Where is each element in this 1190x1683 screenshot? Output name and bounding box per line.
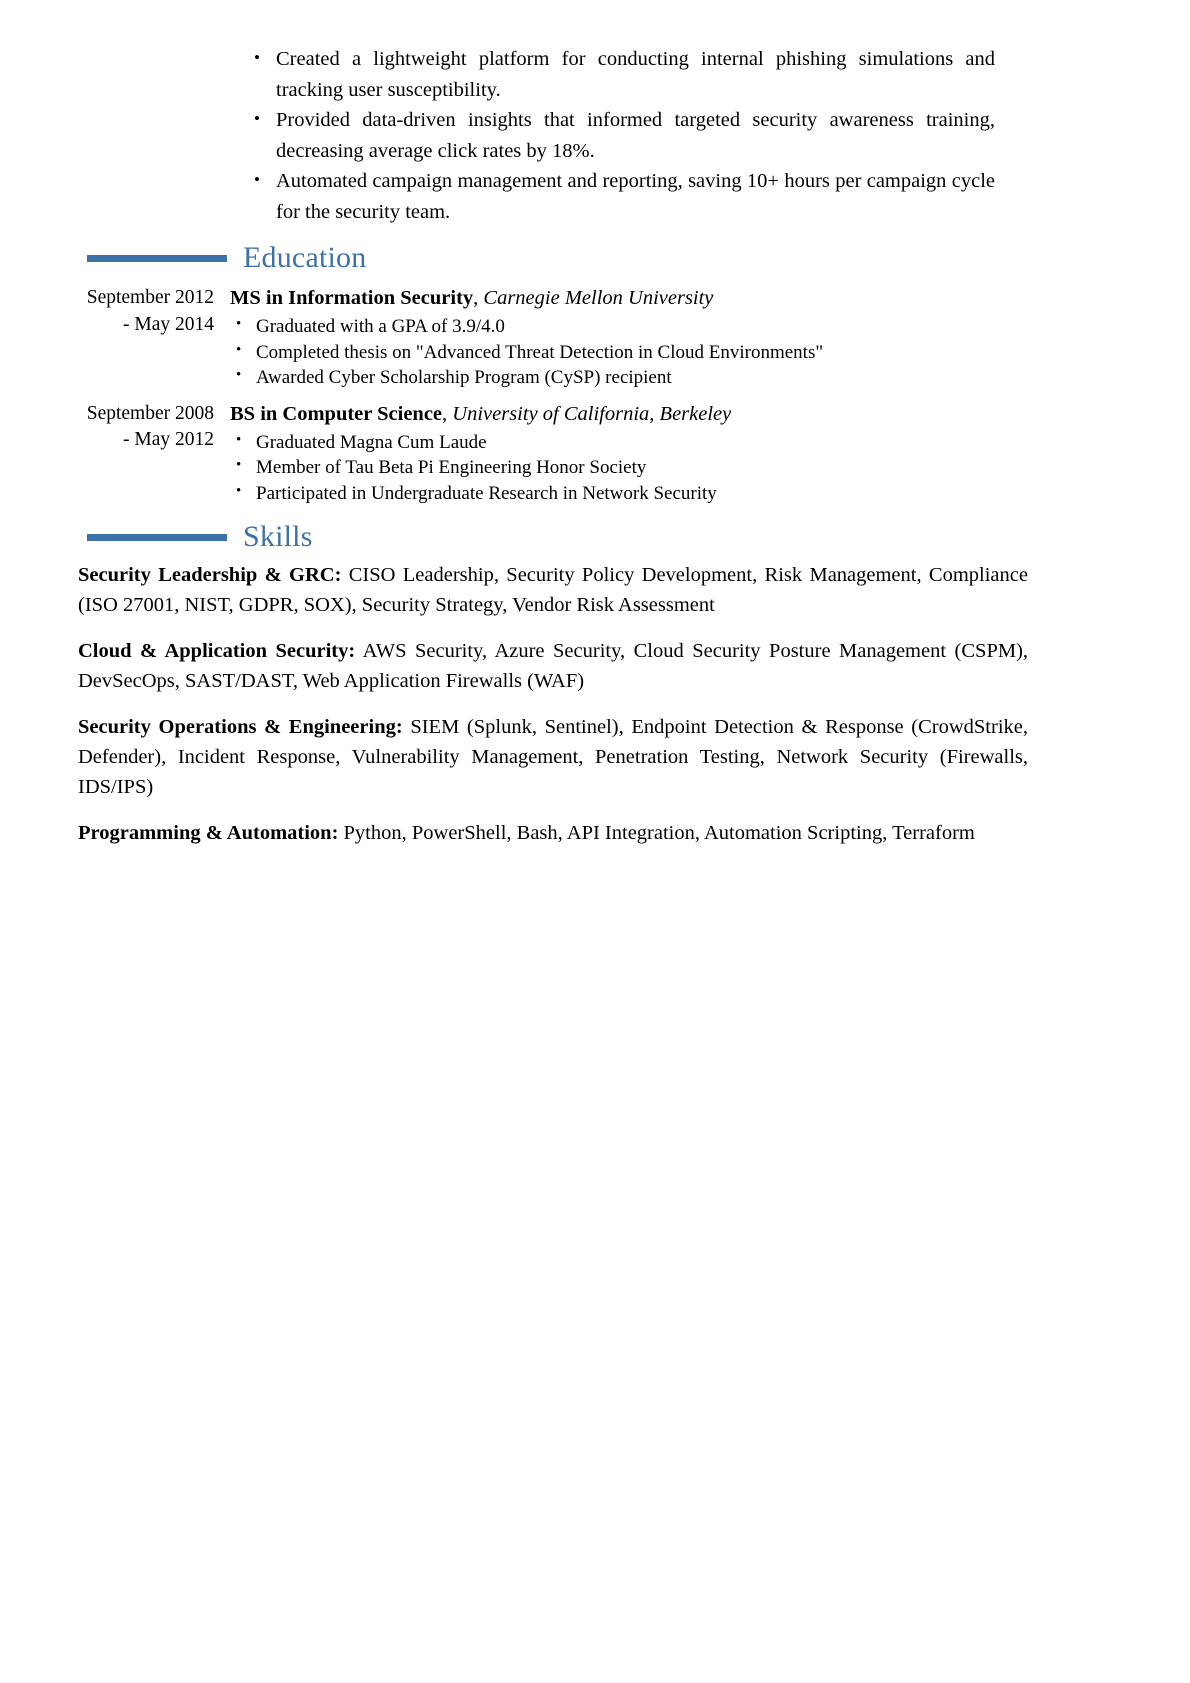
education-separator: , <box>442 402 453 425</box>
education-entry-body <box>230 401 1030 507</box>
list-item: • Graduated Magna Cum Laude <box>230 430 1030 456</box>
skill-group <box>78 560 1028 620</box>
skill-category: Programming & Automation: <box>78 822 339 844</box>
skill-items: CISO Leadership, Security Policy Development, Risk Management, Compliance (ISO 27001, NIST, GDPR, SOX), Security Strategy, Vendor Risk Assessment <box>78 564 1028 616</box>
skill-category: Security Leadership & GRC: <box>78 564 342 586</box>
skills-list <box>78 560 1028 848</box>
list-item: • Participated in Undergraduate Research in Network Security <box>230 481 1030 507</box>
list-item: • Awarded Cyber Scholarship Program (CySP) recipient <box>230 365 1030 391</box>
list-item: • Provided data-driven insights that informed targeted security awareness training, decreasing average click rates by 18%. <box>250 105 995 166</box>
skill-items: Python, PowerShell, Bash, API Integration, Automation Scripting, Terraform <box>343 822 975 844</box>
section-header-skills <box>78 520 1030 554</box>
education-entry-dates: September 2012 - May 2014 <box>86 287 214 335</box>
list-item: • Automated campaign management and reporting, saving 10+ hours per campaign cycle for the security team. <box>250 166 995 227</box>
education-bullet-list <box>230 314 1030 391</box>
list-item: • Completed thesis on "Advanced Threat Detection in Cloud Environments" <box>230 340 1030 366</box>
education-entry <box>78 285 1030 391</box>
skill-group <box>78 636 1028 696</box>
education-degree: BS in Computer Science <box>230 402 443 425</box>
education-degree: MS in Information Security <box>230 287 474 309</box>
skill-items: SIEM (Splunk, Sentinel), Endpoint Detection & Response (CrowdStrike, Defender), Incident Response, Vulnerability Management, Penetration Testing, Network Security (Firewalls, IDS/IPS) <box>78 716 1029 798</box>
list-item: • Graduated with a GPA of 3.9/4.0 <box>230 314 1030 340</box>
section-rule-icon <box>87 255 227 262</box>
education-entry-dates: September 2008 - May 2012 <box>86 402 214 450</box>
list-item: • Created a lightweight platform for conducting internal phishing simulations and tracking user susceptibility. <box>250 44 995 105</box>
list-item: • Member of Tau Beta Pi Engineering Honor Society <box>230 455 1030 481</box>
education-organization: Carnegie Mellon University <box>483 287 714 309</box>
education-entry <box>78 401 1030 507</box>
education-organization: University of California, Berkeley <box>452 402 732 425</box>
education-bullet-list <box>230 430 1030 507</box>
section-title-education: Education <box>243 241 367 274</box>
education-entry-title <box>230 401 1030 428</box>
skill-category: Cloud & Application Security: <box>78 640 356 662</box>
skill-group <box>78 818 1028 848</box>
experience-bullet-list <box>250 44 995 227</box>
education-entry-body <box>230 285 1030 391</box>
education-separator: , <box>473 287 484 309</box>
skill-category: Security Operations & Engineering: <box>78 716 403 738</box>
section-title-skills: Skills <box>243 520 313 553</box>
skill-group <box>78 712 1028 802</box>
section-rule-icon <box>87 534 227 541</box>
education-entry-title <box>230 285 1030 312</box>
section-header-education <box>78 241 1030 275</box>
skill-items: AWS Security, Azure Security, Cloud Security Posture Management (CSPM), DevSecOps, SAST/DAST, Web Application Firewalls (WAF) <box>78 640 1029 692</box>
